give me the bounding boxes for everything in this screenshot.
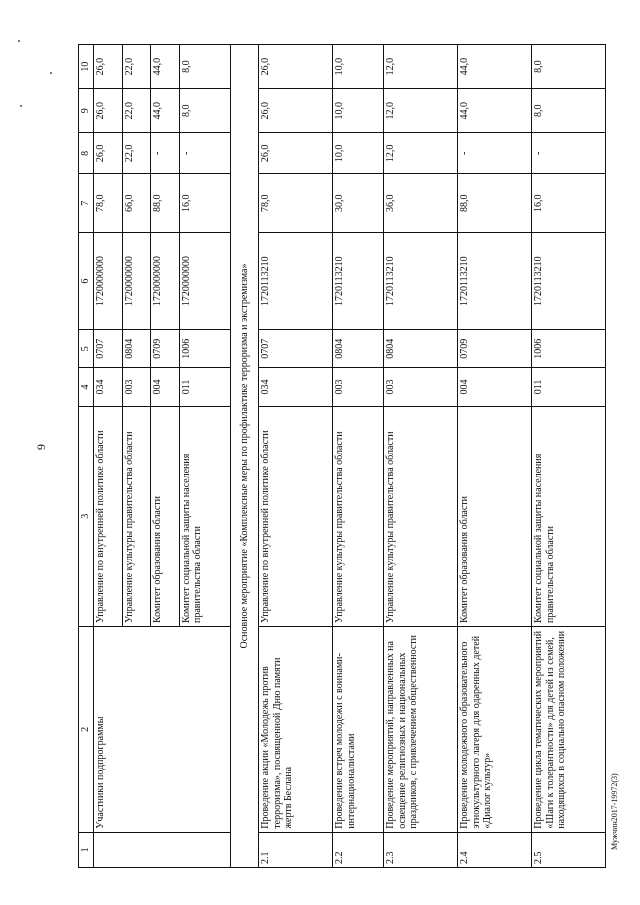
col-header: 1 [79,832,94,867]
cell: 011 [532,368,606,406]
table-row [532,45,606,868]
org-cell: Управление культуры правительства области [122,406,151,626]
cell: 44,0 [458,89,532,133]
cell: 034 [94,368,123,406]
cell: 1006 [179,330,230,368]
item-name: Проведение цикла тематических мероприятий «Шаги к толерантности» для детей из семей, находящихся в социально опасном положении [532,626,606,832]
cell: 30,0 [333,174,384,233]
cell: 10,0 [333,45,384,89]
cell: 26,0 [259,133,333,174]
cell: 1720000000 [122,233,151,330]
rotated-table-container [78,44,606,868]
cell: 1720113210 [532,233,606,330]
cell: 011 [179,368,230,406]
cell: 12,0 [384,89,458,133]
cell: 0709 [151,330,180,368]
col-header: 5 [79,330,94,368]
cell: 26,0 [94,89,123,133]
page-number: 9 [34,444,48,450]
cell: 78,0 [259,174,333,233]
cell: 10,0 [333,89,384,133]
cell: 0804 [384,330,458,368]
cell: 78,0 [94,174,123,233]
cell: - [179,133,230,174]
cell: 8,0 [179,45,230,89]
cell: 36,0 [384,174,458,233]
cell: 034 [259,368,333,406]
cell: 0707 [259,330,333,368]
cell: 1720000000 [151,233,180,330]
org-cell: Управление культуры правительства области [333,406,384,626]
cell: 16,0 [532,174,606,233]
item-name: Проведение мероприятий, направленных на освещение религиозных и национальных праздников, с привлечением общественности [384,626,458,832]
budget-table [78,44,606,868]
cell: 8,0 [179,89,230,133]
org-cell: Комитет образования области [151,406,180,626]
col-header: 3 [79,406,94,626]
cell: 26,0 [94,133,123,174]
cell: 0804 [122,330,151,368]
cell: 26,0 [259,45,333,89]
cell: 22,0 [122,89,151,133]
cell: 004 [151,368,180,406]
cell: 1720000000 [179,233,230,330]
cell: 12,0 [384,45,458,89]
table-row [259,45,333,868]
cell: 44,0 [151,45,180,89]
cell: 1720113210 [458,233,532,330]
item-num: 2.4 [458,832,532,867]
cell: 22,0 [122,133,151,174]
cell: - [458,133,532,174]
scan-dot [18,40,20,42]
org-cell: Управление по внутренней политике области [94,406,123,626]
cell: 16,0 [179,174,230,233]
cell: 0804 [333,330,384,368]
col-header: 7 [79,174,94,233]
table-row [333,45,384,868]
org-cell: Комитет социальной защиты населения правительства области [532,406,606,626]
cell: 1720113210 [384,233,458,330]
item-num: 2.5 [532,832,606,867]
col-header: 6 [79,233,94,330]
col-header: 10 [79,45,94,89]
cell: 1720113210 [333,233,384,330]
cell: 003 [122,368,151,406]
header-row [79,45,94,868]
item-num: 2.1 [259,832,333,867]
cell: 1720000000 [94,233,123,330]
col-header: 2 [79,626,94,832]
table-row [384,45,458,868]
cell: 003 [384,368,458,406]
cell: 004 [458,368,532,406]
scan-dot [20,105,22,107]
cell: 003 [333,368,384,406]
cell: 26,0 [94,45,123,89]
cell: 1006 [532,330,606,368]
cell: 44,0 [151,89,180,133]
org-cell: Комитет социальной защиты населения правительства области [179,406,230,626]
section-row [230,45,259,868]
section-title: Основное мероприятие «Комплексные меры по профилактике терроризма и экстремизма» [230,45,259,868]
table-row [94,45,123,868]
cell: 8,0 [532,89,606,133]
participants-label: Участники подпрограммы [94,626,231,832]
footer-code: Мужчин2017-19972(3) [610,773,619,850]
cell: - [532,133,606,174]
cell: - [151,133,180,174]
col-header: 8 [79,133,94,174]
cell: 22,0 [122,45,151,89]
item-num: 2.3 [384,832,458,867]
cell: 66,0 [122,174,151,233]
col-header: 4 [79,368,94,406]
cell: 1720113210 [259,233,333,330]
item-name: Проведение акции «Молодежь против терроризма», посвященной Дню памяти жертв Беслана [259,626,333,832]
org-cell: Управление культуры правительства области [384,406,458,626]
cell: 26,0 [259,89,333,133]
cell: 88,0 [458,174,532,233]
item-name: Проведение молодежного образовательного этнокультурного лагеря для одаренных детей «Диалог культур» [458,626,532,832]
org-cell: Управление по внутренней политике области [259,406,333,626]
org-cell: Комитет образования области [458,406,532,626]
cell: 0707 [94,330,123,368]
cell: 88,0 [151,174,180,233]
participants-num [94,832,231,867]
scan-dot [50,72,52,74]
col-header: 9 [79,89,94,133]
cell: 44,0 [458,45,532,89]
item-name: Проведение встреч молодежи с воинами-интернационалистами [333,626,384,832]
cell: 12,0 [384,133,458,174]
cell: 0709 [458,330,532,368]
cell: 8,0 [532,45,606,89]
table-row [458,45,532,868]
item-num: 2.2 [333,832,384,867]
cell: 10,0 [333,133,384,174]
